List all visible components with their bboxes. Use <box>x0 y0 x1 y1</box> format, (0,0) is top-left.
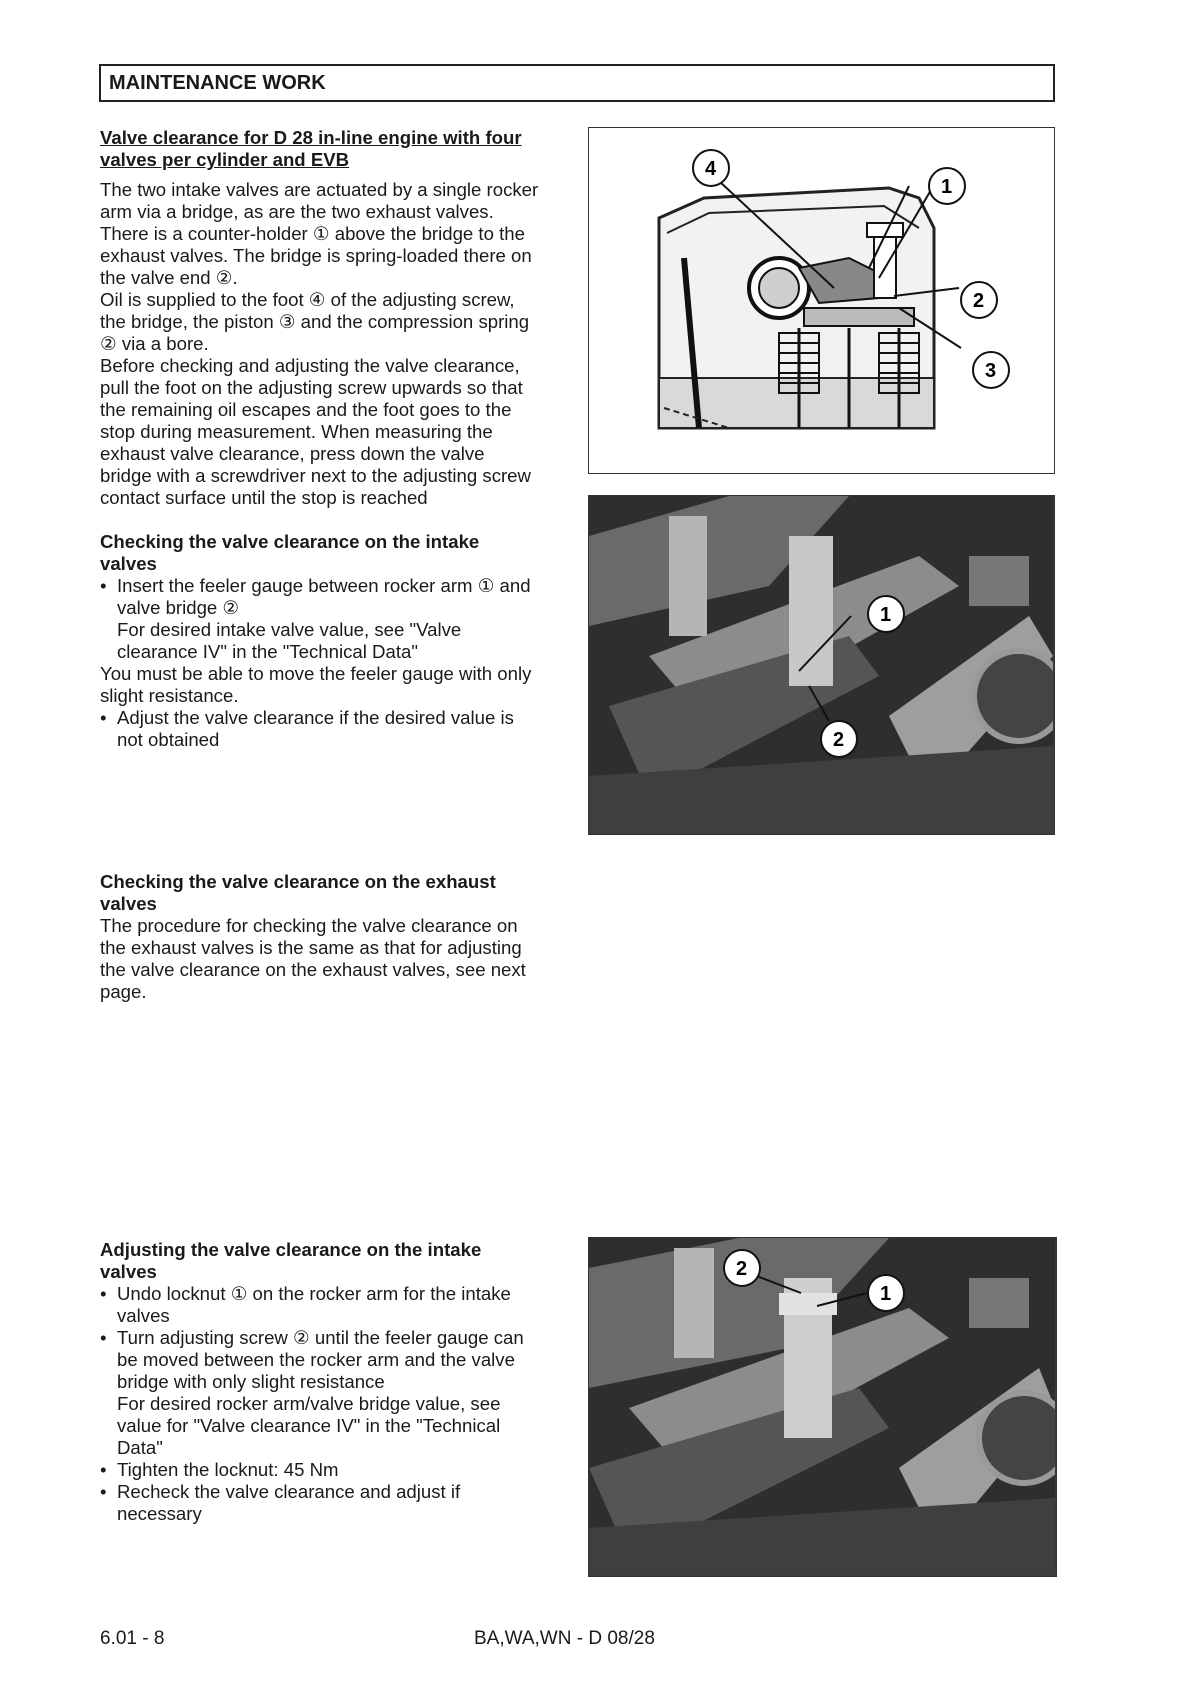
text-line: bridge with only slight resistance <box>117 1371 385 1392</box>
list-item <box>100 1283 580 1327</box>
list-item <box>100 1459 580 1481</box>
text-line: • Tighten the locknut: 45 Nm <box>117 1459 339 1480</box>
list-item <box>100 1481 580 1525</box>
text-line: valve bridge ② <box>117 597 240 618</box>
text-line: not obtained <box>117 729 220 750</box>
text-line: The procedure for checking the valve clearance on <box>100 915 518 936</box>
text-line: The two intake valves are actuated by a single rocker <box>100 179 539 200</box>
text-line: • Adjust the valve clearance if the desired value is <box>117 707 514 728</box>
section-adjusting-intake <box>100 1239 580 1525</box>
text-line: arm via a bridge, as are the two exhaust valves. <box>100 201 494 222</box>
title-line: Checking the valve clearance on the exhaust <box>100 871 496 892</box>
title-line: valves <box>100 553 157 574</box>
document-code: BA,WA,WN - D 08/28 <box>474 1628 655 1649</box>
text-line: the remaining oil escapes and the foot goes to the <box>100 399 512 420</box>
text-line: bridge with a screwdriver next to the adjusting screw <box>100 465 531 486</box>
text-line: For desired intake valve value, see "Valve <box>117 619 462 640</box>
text-line: value for "Valve clearance IV" in the "Technical <box>117 1415 501 1436</box>
section-checking-intake <box>100 531 580 751</box>
section-title <box>100 871 580 915</box>
text-line: be moved between the rocker arm and the valve <box>117 1349 515 1370</box>
instruction-list <box>100 575 580 663</box>
text-line: exhaust valve clearance, press down the valve <box>100 443 485 464</box>
callout-label: 1 <box>880 1283 892 1305</box>
instruction-list <box>100 1283 580 1525</box>
text-line: necessary <box>117 1503 202 1524</box>
list-item <box>100 707 580 751</box>
title-line: Adjusting the valve clearance on the intake <box>100 1239 482 1260</box>
instruction-list <box>100 707 580 751</box>
text-line: clearance IV" in the "Technical Data" <box>117 641 418 662</box>
list-item <box>100 575 580 663</box>
title-line: valves per cylinder and EVB <box>100 149 350 170</box>
section-header: MAINTENANCE WORK <box>99 64 1055 102</box>
valve-bridge-diagram <box>588 127 1055 474</box>
list-item <box>100 1327 580 1459</box>
intake-valve-photo <box>588 495 1055 835</box>
section-title <box>100 531 580 575</box>
text-line: exhaust valves. The bridge is spring-loaded there on <box>100 245 532 266</box>
section-valve-clearance-intro <box>100 127 580 509</box>
text-line: page. <box>100 981 147 1002</box>
text-line: the valve clearance on the exhaust valves, see next <box>100 959 526 980</box>
text-line: contact surface until the stop is reached <box>100 487 428 508</box>
text-line: Oil is supplied to the foot ④ of the adjusting screw, <box>100 289 515 310</box>
text-line: • Turn adjusting screw ② until the feeler gauge can <box>117 1327 524 1348</box>
callout-label: 2 <box>973 290 985 312</box>
page-number: 6.01 - 8 <box>100 1628 165 1649</box>
text-line: Data" <box>117 1437 163 1458</box>
title-line: Valve clearance for D 28 in-line engine with four <box>100 127 522 148</box>
callout-label: 3 <box>985 360 997 382</box>
text-line: You must be able to move the feeler gauge with only <box>100 663 532 684</box>
section-title <box>100 1239 580 1283</box>
title-line: valves <box>100 1261 157 1282</box>
text-line: There is a counter-holder ① above the bridge to the <box>100 223 525 244</box>
adjusting-screw-photo <box>588 1237 1057 1577</box>
text-line: the bridge, the piston ③ and the compression spring <box>100 311 530 332</box>
text-line: the valve end ②. <box>100 267 238 288</box>
callout-label: 1 <box>880 604 892 626</box>
text-line: • Undo locknut ① on the rocker arm for the intake <box>117 1283 511 1304</box>
text-line: the exhaust valves is the same as that for adjusting <box>100 937 522 958</box>
section-checking-exhaust <box>100 871 580 1003</box>
text-line: valves <box>117 1305 170 1326</box>
intro-paragraph <box>100 179 580 509</box>
callout-label: 4 <box>705 158 717 180</box>
text-line: ② via a bore. <box>100 333 209 354</box>
callout-label: 1 <box>941 176 953 198</box>
exhaust-paragraph <box>100 915 580 1003</box>
callout-label: 2 <box>736 1258 748 1280</box>
title-line: valves <box>100 893 157 914</box>
text-line: slight resistance. <box>100 685 239 706</box>
text-line: • Insert the feeler gauge between rocker arm ① and <box>117 575 531 596</box>
text-line: For desired rocker arm/valve bridge value, see <box>117 1393 501 1414</box>
callout-label: 2 <box>833 729 845 751</box>
text-line: stop during measurement. When measuring the <box>100 421 493 442</box>
text-line: Before checking and adjusting the valve clearance, <box>100 355 520 376</box>
section-title <box>100 127 580 171</box>
title-line: Checking the valve clearance on the intake <box>100 531 480 552</box>
text-line: pull the foot on the adjusting screw upwards so that <box>100 377 523 398</box>
text-line: • Recheck the valve clearance and adjust if <box>117 1481 461 1502</box>
note-paragraph <box>100 663 580 707</box>
